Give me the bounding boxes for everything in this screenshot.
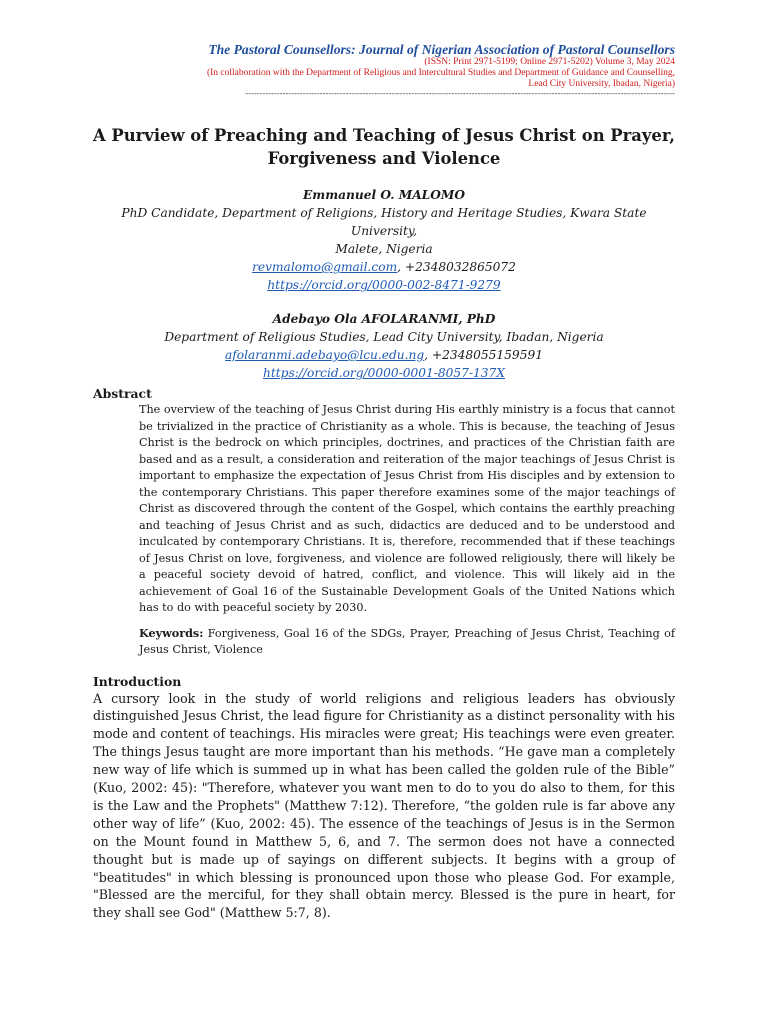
journal-title: The Pastoral Counsellors: Journal of Nigerian Association of Pastoral Counsellors [208,42,675,57]
authors [93,186,675,382]
abstract-heading: Abstract [93,386,152,401]
author-2-phone: , +2348055159591 [424,348,543,362]
author-1-contact [93,258,675,276]
journal-issn: (ISSN: Print 2971-5199; Online 2971-5202) Volume 3, May 2024 [424,57,675,67]
abstract-body: The overview of the teaching of Jesus Christ during His earthly ministry is a focus that cannot be trivialized in the practice of Christianity as a whole. This is because, the teaching of Jesus Christ is the bedrock on which principles, doctrines, and practices of the Christian faith are based and as a result, a consideration and reiteration of the major teachings of Jesus Christ is important to emphasize the expectation of Jesus Christ from His disciples and by extension to the contemporary Christians. This paper therefore examines some of the major teachings of Christ as discovered through the content of the Gospel, which contains the earthly preaching and teaching of Jesus Christ and as such, didactics are deduced and to be understood and inculcated by contemporary Christians. It is, therefore, recommended that if these teachings of Jesus Christ on love, forgiveness, and violence are followed religiously, there will likely be a peaceful society devoid of hatred, conflict, and violence. This will likely aid in the achievement of Goal 16 of the Sustainable Development Goals of the United Nations which has to do with peaceful society by 2030. [139,403,675,614]
author-1-affiliation-line-1: PhD Candidate, Department of Religions, History and Heritage Studies, Kwara State University, [121,206,647,238]
journal-header [93,0,675,98]
paper-title-line-1: A Purview of Preaching and Teaching of Jesus Christ on Prayer, [93,126,675,145]
introduction-body: A cursory look in the study of world religions and religious leaders has obviously distinguished Jesus Christ, the lead figure for Christianity as a distinct personality with his mode and content of teachings. His miracles were great; His teachings were even greater. The things Jesus taught are more important than his methods. “He gave man a completely new way of life which is summed up in what has been called the golden rule of the Bible” (Kuo, 2002: 45): "Therefore, whatever you want men to do to you do also to them, for this is the Law and the Prophets" (Matthew 7:12). Therefore, “the golden rule is far above any other way of life” (Kuo, 2002: 45). The essence of the teachings of Jesus is in the Sermon on the Mount found in Matthew 5, 6, and 7. The sermon does not have a connected thought but is made up of sayings on different subjects. It begins with a group of "beatitudes" in which blessing is pronounced upon those who please God. For example, "Blessed are the merciful, for they shall obtain mercy. Blessed is the pure in heart, for they shall see God" (Matthew 5:7, 8). [93,690,675,921]
introduction-heading: Introduction [93,673,182,689]
paper-title [93,124,675,170]
header-rule: ------------------------------------------------------------------------------------------------------------------------------------------------------ [245,90,675,98]
author-1-email-link[interactable]: revmalomo@gmail.com [252,260,398,274]
keywords [139,625,675,659]
author-2-contact [93,346,675,364]
author-1-affiliation-line-2: Malete, Nigeria [335,242,433,256]
keywords-list: Forgiveness, Goal 16 of the SDGs, Prayer, Preaching of Jesus Christ, Teaching of Jesus Christ, Violence [139,626,675,656]
journal-collaboration-line-1: (In collaboration with the Department of Religious and Intercultural Studies and Department of Guidance and Counselling, [206,68,675,78]
author-1-name: Emmanuel O. MALOMO [303,188,465,202]
author-2-orcid-link[interactable]: https://orcid.org/0000-0001-8057-137X [263,366,505,380]
keywords-label: Keywords: [139,625,204,640]
author-1-phone: , +2348032865072 [397,260,516,274]
journal-collaboration-line-2: Lead City University, Ibadan, Nigeria) [528,79,675,89]
author-2-affiliation-line-1: Department of Religious Studies, Lead City University, Ibadan, Nigeria [164,330,604,344]
author-1-orcid-link[interactable]: https://orcid.org/0000-002-8471-9279 [267,278,501,292]
author-2 [93,310,675,382]
paper-title-line-2: Forgiveness and Violence [267,149,501,168]
author-2-name: Adebayo Ola AFOLARANMI, PhD [272,312,496,326]
author-2-email-link[interactable]: afolaranmi.adebayo@lcu.edu.ng [225,348,425,362]
author-1 [93,186,675,294]
